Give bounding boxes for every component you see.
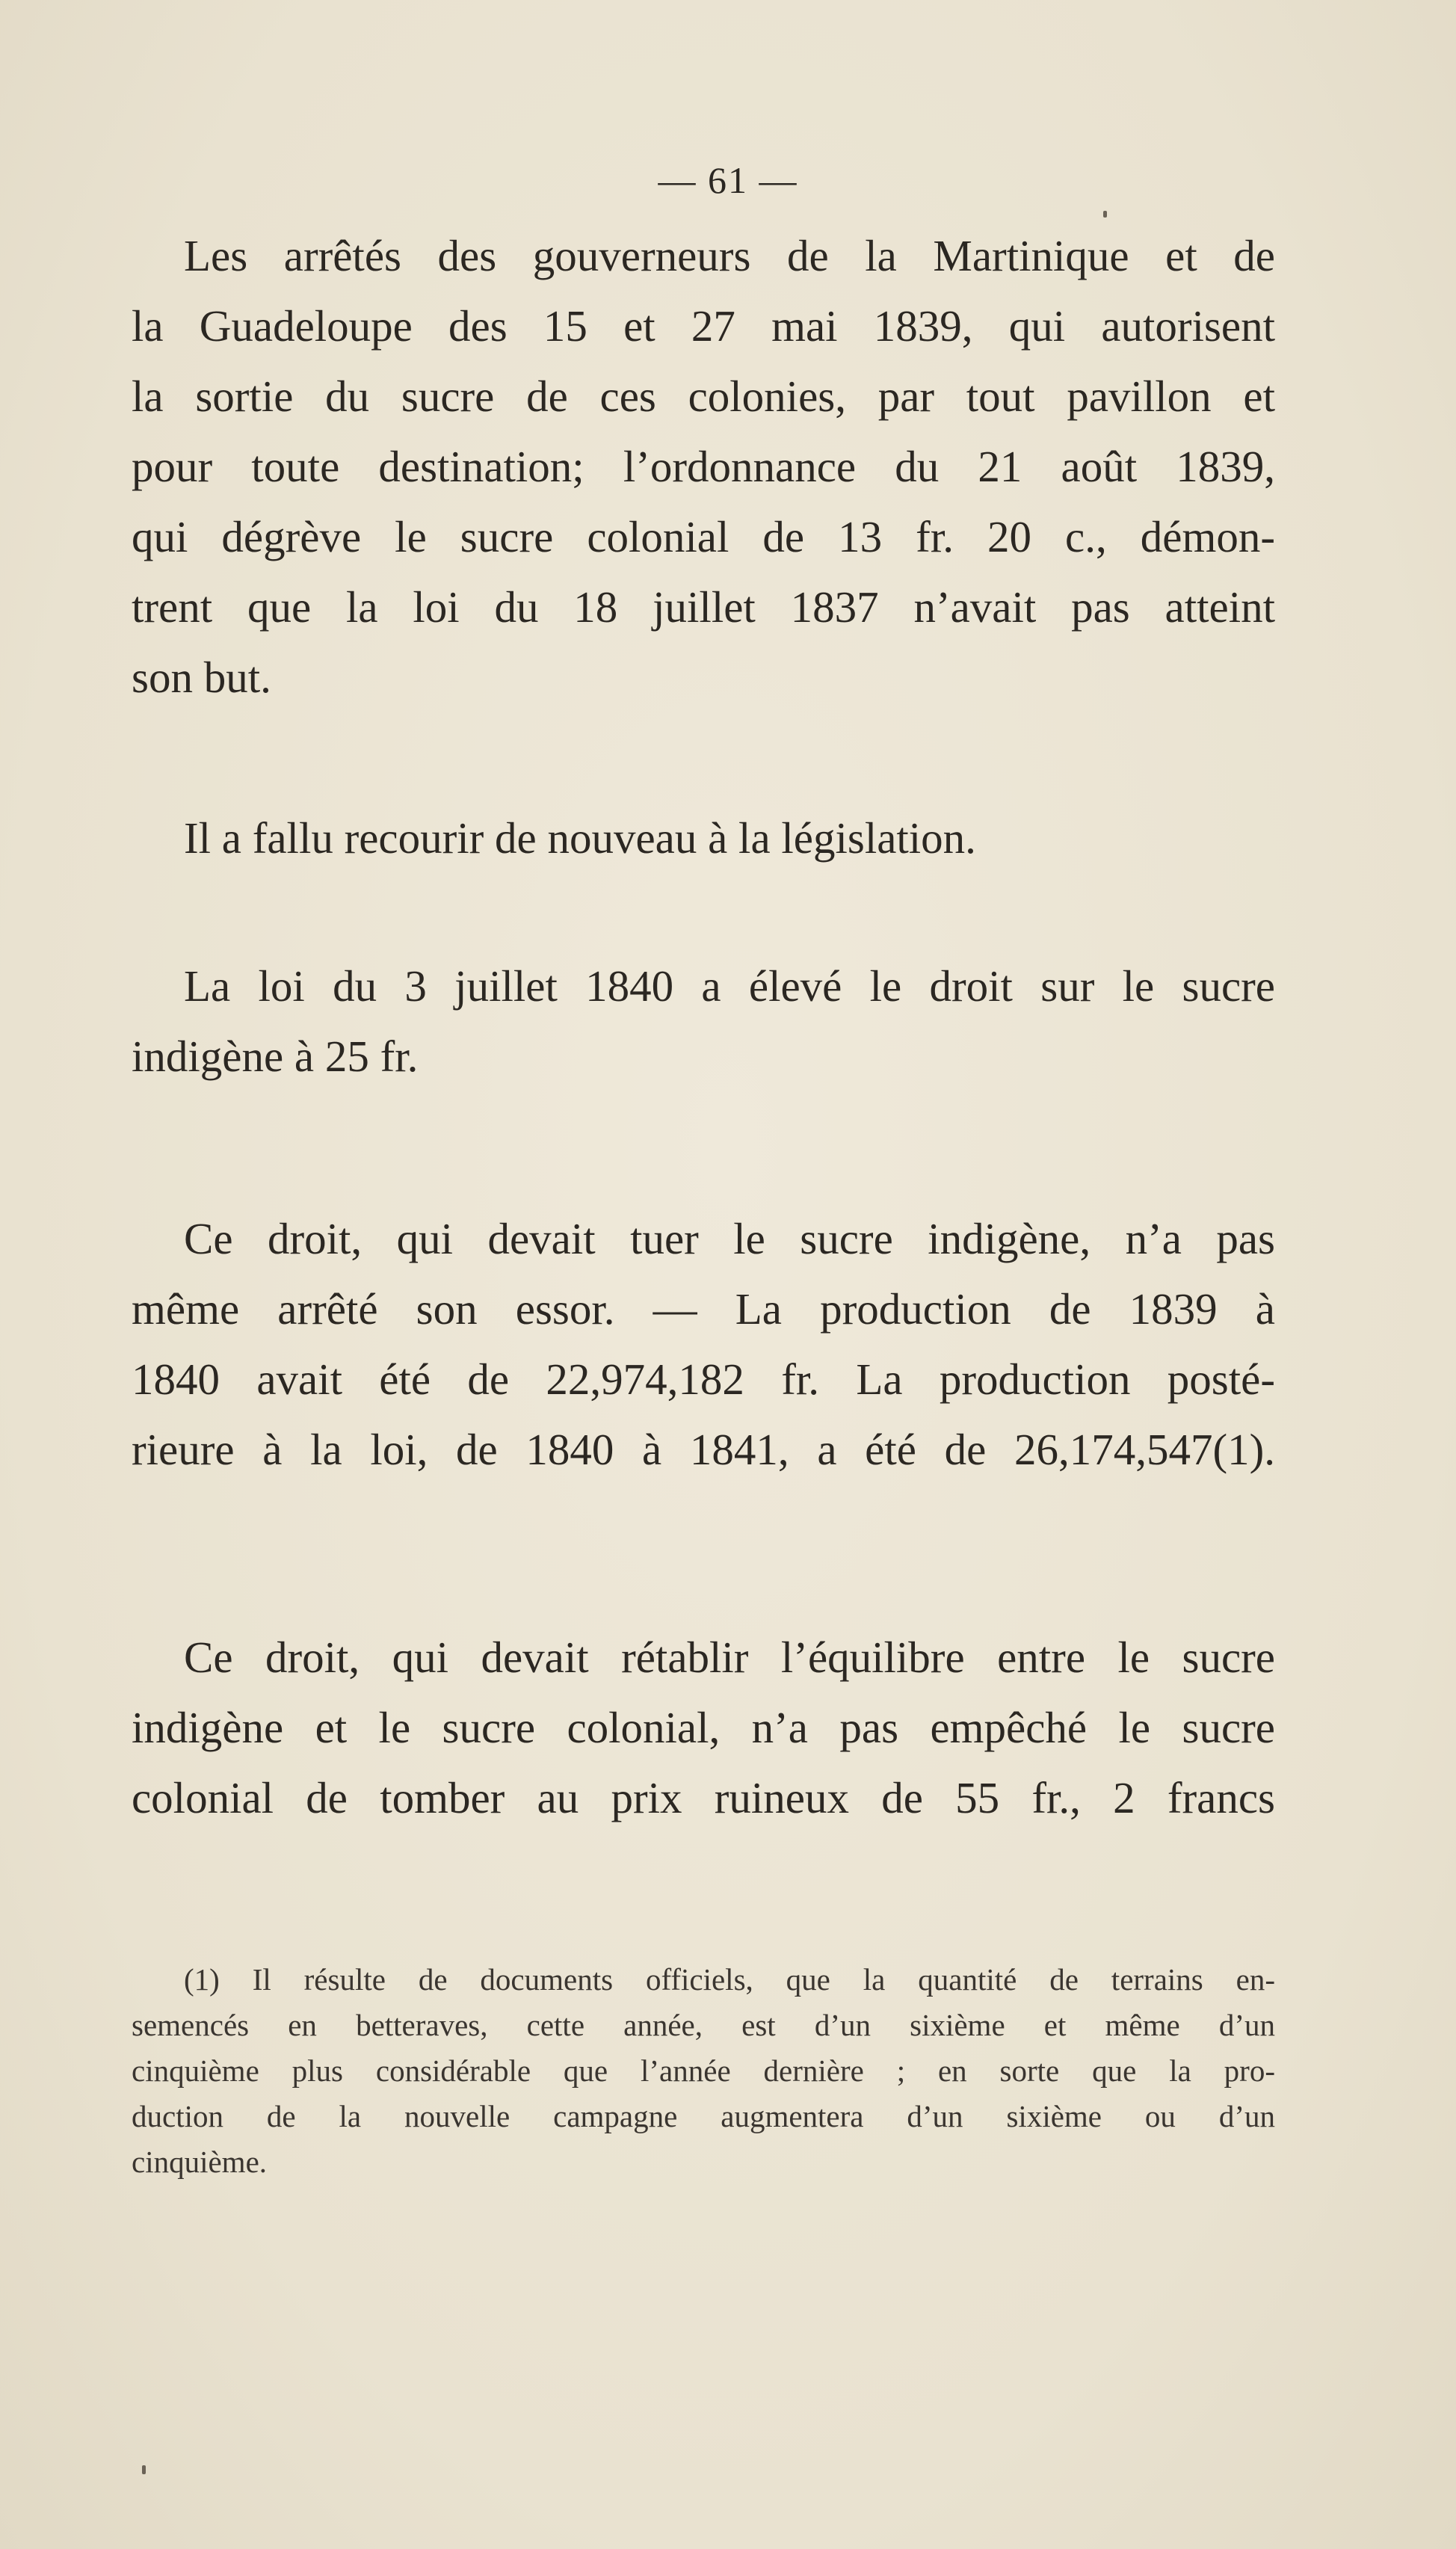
text-line: La loi du 3 juillet 1840 a élevé le droit sur le sucre [184,961,1275,1011]
footnote-line: cinquième plus considérable que l’année dernière ; en sorte que la pro- [132,2053,1275,2088]
footnote-line: semencés en betteraves, cette année, est d’un sixième et même d’un [132,2008,1275,2042]
text-line: la sortie du sucre de ces colonies, par tout pavillon et [132,372,1275,421]
paragraph-5 [132,1622,1275,1833]
text-line: indigène à 25 fr. [132,1032,419,1081]
text-line: Les arrêtés des gouverneurs de la Martinique et de [184,231,1275,280]
text-line: pour toute destination; l’ordonnance du 21 août 1839, [132,442,1275,491]
text-line: trent que la loi du 18 juillet 1837 n’avait pas atteint [132,582,1275,632]
text-line: qui dégrève le sucre colonial de 13 fr. 20 c., démon- [132,512,1275,561]
page-number: — 61 — [658,159,798,201]
paragraph-1 [132,221,1275,712]
text-line: son but. [132,653,271,702]
text-line: indigène et le sucre colonial, n’a pas empêché le sucre [132,1703,1275,1752]
footnote-line: cinquième. [132,2145,268,2179]
text-line: 1840 avait été de 22,974,182 fr. La production posté- [132,1354,1275,1404]
paragraph-2 [132,803,1275,873]
text-line: Ce droit, qui devait rétablir l’équilibre entre le sucre [184,1633,1275,1682]
text-line: Il a fallu recourir de nouveau à la législation. [184,813,976,863]
ink-speck [142,2465,146,2474]
paragraph-3 [132,951,1275,1091]
ink-speck [1103,211,1107,218]
text-line: Ce droit, qui devait tuer le sucre indigène, n’a pas [184,1214,1275,1263]
text-line: colonial de tomber au prix ruineux de 55 fr., 2 francs [132,1773,1275,1822]
text-line: la Guadeloupe des 15 et 27 mai 1839, qui autorisent [132,301,1275,351]
footnote [132,1957,1275,2185]
text-line: même arrêté son essor. — La production de 1839 à [132,1284,1275,1334]
text-line: rieure à la loi, de 1840 à 1841, a été de 26,174,547(1). [132,1425,1275,1474]
footnote-line: (1) Il résulte de documents officiels, que la quantité de terrains en- [184,1962,1275,1997]
paragraph-4 [132,1203,1275,1485]
footnote-line: duction de la nouvelle campagne augmentera d’un sixième ou d’un [132,2099,1275,2133]
